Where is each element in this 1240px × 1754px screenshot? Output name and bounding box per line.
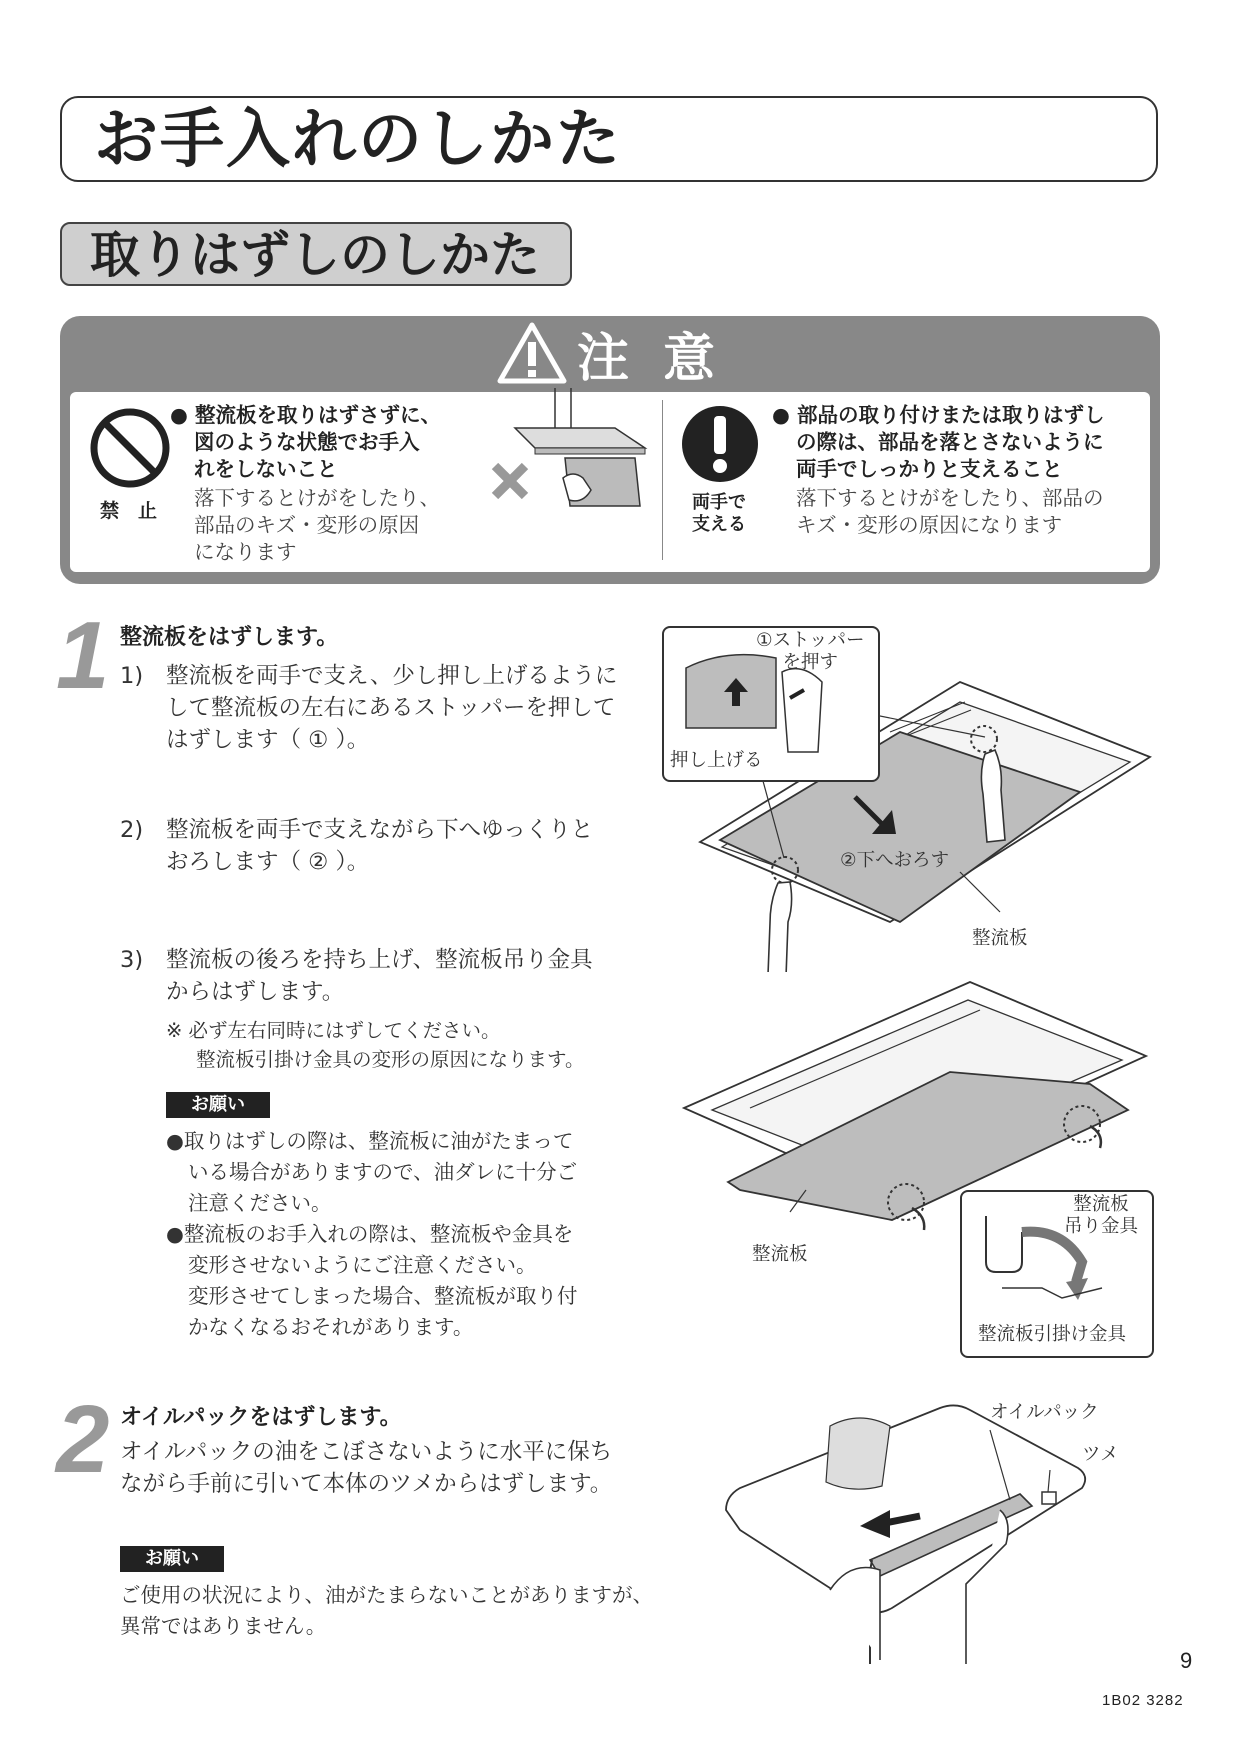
step-1-note [166,1016,584,1074]
step-1-item-1 [120,660,640,756]
section-title: 取りはずしのしかた [90,226,540,284]
item-2-num: 2) [120,817,144,843]
support-text [772,402,1146,539]
lower-label: ②下へおろす [840,850,950,871]
figure-3-illustration [720,1400,1100,1664]
warning-triangle-icon [497,322,567,384]
item-3-line-2: からはずします。 [166,979,345,1005]
support-bold-1: ● 部品の取り付けまたは取りはずし [772,403,1105,427]
request-line-3: 注意ください。 [188,1191,332,1215]
exclamation-icon [678,402,762,486]
doc-code: 1B02 3282 [1102,1692,1184,1709]
prohibit-normal-1: 落下するとけがをしたり、 [194,486,440,510]
prohibit-icon [88,406,172,490]
step-1-heading: 整流板をはずします。 [120,625,339,650]
prohibit-text [170,402,454,566]
step-2-line-2: ながら手前に引いて本体のツメからはずします。 [120,1471,613,1497]
panel-label-2: 整流板 [752,1244,808,1265]
prohibit-bold-2: 図のような状態でお手入 [194,430,420,454]
panel-label-1: 整流板 [972,928,1028,949]
support-normal-2: キズ・変形の原因になります [796,513,1063,537]
prohibited-illustration [475,388,650,518]
note-line-1: ※ 必ず左右同時にはずしてください。 [166,1019,501,1042]
step-2-heading: オイルパックをはずします。 [120,1405,402,1430]
request-line-4: ●整流板のお手入れの際は、整流板や金具を [166,1222,574,1246]
hook-label: 整流板引掛け金具 [978,1324,1127,1345]
step-1-number: 1 [56,602,110,709]
hanger-label-2: 吊り金具 [1064,1216,1139,1237]
prohibit-normal-2: 部品のキズ・変形の原因 [194,513,420,537]
request-badge-1: お願い [166,1092,270,1118]
request-line-6: 変形させてしまった場合、整流板が取り付 [188,1284,578,1308]
item-3-num: 3) [120,947,144,973]
hanger-label-1: 整流板 [1073,1194,1129,1215]
oilpack-label: オイルパック [990,1402,1099,1423]
caution-divider [662,400,663,560]
step-2-number: 2 [56,1386,110,1493]
step-2-line-1: オイルパックの油をこぼさないように水平に保ち [120,1439,613,1465]
prohibit-normal-3: になります [194,540,297,564]
page-title: お手入れのしかた [94,103,622,177]
request-line-1: ●取りはずしの際は、整流板に油がたまって [166,1129,574,1153]
step-2-request-2: 異常ではありません。 [120,1614,327,1638]
caution-inner [70,392,1150,572]
step-1-item-2 [120,814,640,878]
item-3-line-1: 整流板の後ろを持ち上げ、整流板吊り金具 [166,947,593,973]
request-line-2: いる場合がありますので、油ダレに十分ご [188,1160,578,1184]
page-number: 9 [1180,1648,1193,1673]
request-badge-2: お願い [120,1546,224,1572]
support-label-2: 支える [692,514,746,535]
support-label-1: 両手で [692,492,746,513]
hanger-label [1064,1194,1138,1238]
step-2-request-1: ご使用の状況により、油がたまらないことがありますが、 [120,1583,653,1607]
note-line-2: 整流板引掛け金具の変形の原因になります。 [196,1048,585,1071]
item-2-line-1: 整流板を両手で支えながら下へゆっくりと [166,817,594,843]
caution-box [60,316,1160,584]
item-1-num: 1) [120,663,144,689]
item-1-line-1: 整流板を両手で支え、少し押し上げるように [166,663,618,689]
support-bold-3: 両手でしっかりと支えること [796,457,1063,481]
caution-heading [60,322,1160,391]
item-2-line-2: おろします（ ② ）。 [166,849,370,875]
prohibit-bold-1: ● 整流板を取りはずさずに、 [170,403,442,427]
support-normal-1: 落下するとけがをしたり、部品の [796,486,1104,510]
step-2-request [120,1580,680,1642]
item-1-line-3: はずします（ ① ）。 [166,727,370,753]
caution-heading-text: 注 意 [576,329,724,389]
step-2-text [120,1436,680,1500]
stopper-label [756,630,865,674]
stopper-label-2: を押す [782,652,839,673]
section-title-box [60,222,572,286]
item-1-line-2: して整流板の左右にあるストッパーを押して [166,695,616,721]
prohibit-bold-3: れをしないこと [194,457,338,481]
title-box [60,96,1158,182]
request-line-5: 変形させないようにご注意ください。 [188,1253,537,1277]
step-1-request [166,1126,626,1343]
stopper-label-1: ①ストッパー [756,630,865,651]
support-bold-2: の際は、部品を落とさないように [796,430,1104,454]
support-label [692,492,746,536]
step-1-item-3 [120,944,640,1008]
prohibit-label: 禁 止 [100,500,158,522]
push-up-label: 押し上げる [670,750,763,771]
request-line-7: かなくなるおそれがあります。 [188,1315,474,1339]
tab-label: ツメ [1082,1444,1119,1465]
